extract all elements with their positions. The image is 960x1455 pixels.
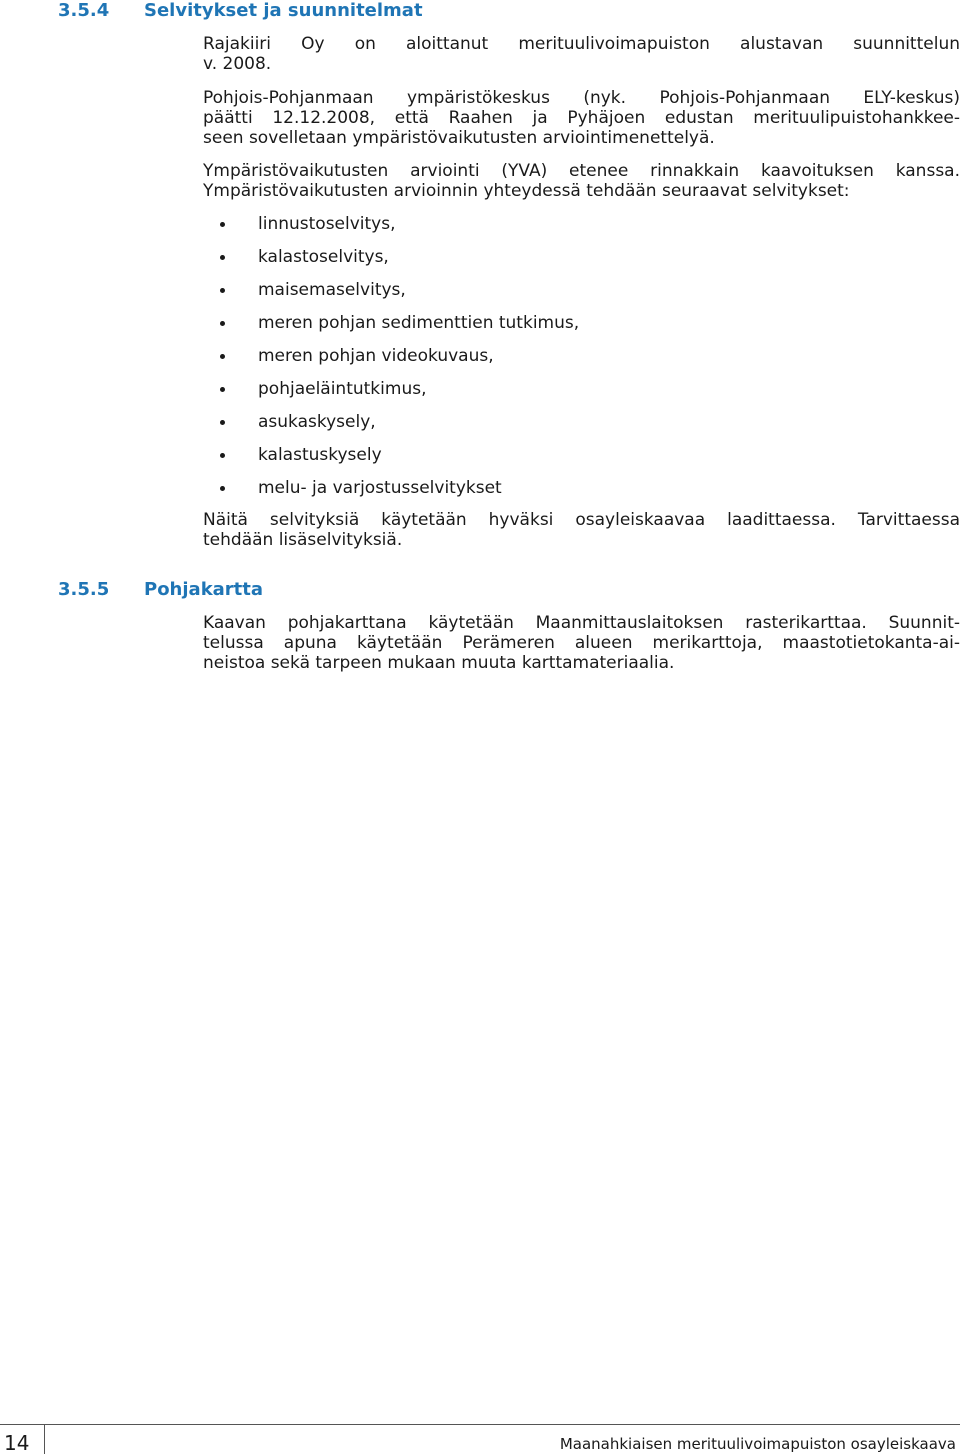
document-title: Maanahkiaisen merituulivoimapuiston osayleiskaava (559, 1435, 956, 1453)
bullet-icon (220, 387, 225, 392)
bullet-icon (220, 420, 225, 425)
list-item-text: meren pohjan sedimenttien tutkimus, (258, 313, 580, 333)
list-item (203, 373, 579, 406)
list-item-text: melu- ja varjostusselvitykset (258, 478, 502, 498)
list-item (203, 274, 579, 307)
list-item-text: pohjaeläintutkimus, (258, 379, 427, 399)
paragraph-intro (203, 34, 960, 74)
paragraph-basemap (203, 613, 960, 673)
list-item-text: linnustoselvitys, (258, 214, 396, 234)
text-line: Pohjois-Pohjanmaan ympäristökeskus (nyk. Pohjois-Pohjanmaan ELY-keskus) (203, 88, 960, 108)
footer-divider (0, 1424, 960, 1425)
list-item-text: kalastoselvitys, (258, 247, 389, 267)
list-item (203, 241, 579, 274)
section-heading-3-5-4 (58, 0, 423, 21)
text-line: seen sovelletaan ympäristövaikutusten arviointimenettelyä. (203, 128, 715, 148)
list-item (203, 406, 579, 439)
section-number: 3.5.5 (58, 579, 110, 600)
text-line: Rajakiiri Oy on aloittanut merituulivoimapuiston alustavan suunnittelun (203, 34, 960, 54)
list-item (203, 472, 579, 505)
paragraph-decision (203, 88, 960, 148)
paragraph-usage (203, 510, 960, 550)
list-item (203, 340, 579, 373)
list-item-text: maisemaselvitys, (258, 280, 406, 300)
text-line: Näitä selvityksiä käytetään hyväksi osayleiskaavaa laadittaessa. Tarvittaessa (203, 510, 960, 530)
paragraph-yva (203, 161, 960, 201)
text-line: Ympäristövaikutusten arvioinnin yhteydessä tehdään seuraavat selvitykset: (203, 181, 850, 201)
list-item-text: kalastuskysely (258, 445, 382, 465)
bullet-icon (220, 222, 225, 227)
list-item (203, 439, 579, 472)
footer-page-divider (44, 1424, 45, 1454)
bullet-icon (220, 255, 225, 260)
text-line: tehdään lisäselvityksiä. (203, 530, 403, 550)
text-line: telussa apuna käytetään Perämeren alueen merikarttoja, maastotietokanta-ai- (203, 633, 960, 653)
section-heading-3-5-5 (58, 579, 263, 600)
section-number: 3.5.4 (58, 0, 110, 21)
list-item-text: asukaskysely, (258, 412, 376, 432)
bullet-icon (220, 354, 225, 359)
list-item-text: meren pohjan videokuvaus, (258, 346, 494, 366)
page-number: 14 (4, 1431, 30, 1455)
bullet-icon (220, 288, 225, 293)
text-line: Ympäristövaikutusten arviointi (YVA) etenee rinnakkain kaavoituksen kanssa. (203, 161, 960, 181)
bullet-icon (220, 486, 225, 491)
bullet-icon (220, 321, 225, 326)
text-line: v. 2008. (203, 54, 272, 74)
section-title: Pohjakartta (144, 579, 264, 600)
list-item (203, 307, 579, 340)
text-line: Kaavan pohjakarttana käytetään Maanmittauslaitoksen rasterikarttaa. Suunnit- (203, 613, 960, 633)
section-title: Selvitykset ja suunnitelmat (144, 0, 423, 21)
list-item (203, 208, 579, 241)
bullet-icon (220, 453, 225, 458)
studies-list (203, 208, 579, 505)
text-line: päätti 12.12.2008, että Raahen ja Pyhäjoen edustan merituulipuistohankkee- (203, 108, 960, 128)
text-line: neistoa sekä tarpeen mukaan muuta karttamateriaalia. (203, 653, 675, 673)
